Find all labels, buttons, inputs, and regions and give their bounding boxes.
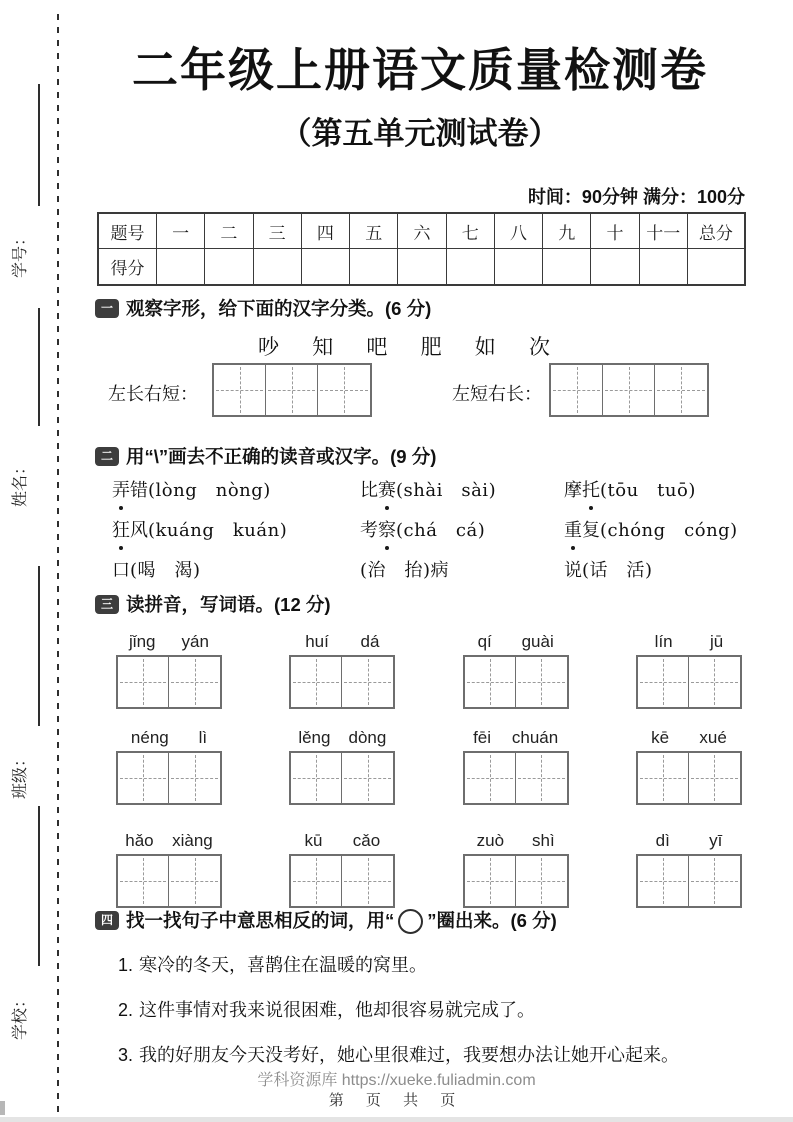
section-three-title: 读拼音，写词语。(12 分): [126, 594, 331, 615]
tianzige-grid: [549, 363, 709, 417]
pinyin-label: [289, 829, 395, 851]
classify-hanzi-char: 吧: [366, 335, 388, 359]
cross-out-item: [564, 477, 762, 504]
score-table-header-cell: 十一: [640, 214, 688, 248]
classify-hanzi-char: 如: [474, 335, 496, 359]
word-write-cell: [465, 753, 516, 803]
pinyin-syllable: yán: [181, 632, 209, 651]
cross-out-item: [112, 557, 360, 584]
pinyin-label: [116, 630, 222, 652]
pinyin-word-group: [463, 829, 569, 908]
section-four-title: [126, 907, 557, 934]
tianzige-grid: [116, 655, 222, 709]
score-table-header-cell: 三: [254, 214, 302, 248]
hanzi-char: 错: [130, 480, 148, 501]
name-blank-line: [38, 308, 40, 426]
pinyin-syllable: jū: [710, 632, 724, 651]
classify-write-cell: [214, 365, 266, 415]
tianzige-grid: [463, 854, 569, 908]
sentence-text: 寒冷的冬天，喜鹊住在温暖的窝里。: [139, 955, 428, 976]
classify-write-cell: [551, 365, 603, 415]
word-write-cell: [169, 856, 220, 906]
score-entry-cell: [640, 249, 688, 284]
word-write-cell: [516, 856, 567, 906]
word-write-cell: [291, 657, 342, 707]
section-three-badge: 三: [95, 595, 119, 614]
classify-answer-grid-left-long: [212, 363, 372, 417]
section-three-header: [95, 591, 331, 617]
classify-answer-grid-left-short: [549, 363, 709, 417]
word-write-cell: [465, 657, 516, 707]
seal-label-student-id: 学号：: [12, 229, 29, 278]
pinyin-word-row: [116, 630, 742, 709]
word-write-cell: [465, 856, 516, 906]
pinyin-syllable: xiàng: [172, 831, 213, 850]
sentence-text: 这件事情对我来说很困难，他却很容易就完成了。: [139, 1000, 536, 1021]
cross-out-item: [112, 477, 360, 504]
hanzi-char: 说: [564, 560, 582, 581]
word-write-cell: [516, 657, 567, 707]
seal-label-school: 学校：: [12, 991, 29, 1040]
score-table-corner-cell: 题号: [99, 214, 157, 248]
page-title: 二年级上册语文质量检测卷: [132, 44, 708, 96]
pinyin-syllable: xué: [699, 728, 727, 747]
word-write-cell: [689, 657, 740, 707]
score-entry-cell: [398, 249, 446, 284]
pinyin-label: [463, 726, 569, 748]
pinyin-label: [116, 829, 222, 851]
cross-out-item: [360, 557, 564, 584]
tianzige-grid: [289, 854, 395, 908]
word-write-cell: [689, 753, 740, 803]
pinyin-syllable: qí: [477, 632, 492, 651]
pinyin-syllable: dòng: [348, 728, 387, 747]
classify-write-cell: [603, 365, 655, 415]
score-table-header-cell: 七: [447, 214, 495, 248]
hanzi-classify-char-row: [258, 331, 550, 361]
pinyin-syllable: lěng: [298, 728, 331, 747]
word-write-cell: [638, 657, 689, 707]
pinyin-label: [636, 726, 742, 748]
class-blank-line: [38, 566, 40, 726]
sentence-item: [118, 996, 758, 1025]
sentence-item: [118, 1041, 758, 1070]
pinyin-word-row: [116, 829, 742, 908]
section-four-badge: 四: [95, 911, 119, 930]
pinyin-syllable: dì: [655, 831, 670, 850]
classify-hanzi-char: 肥: [420, 335, 442, 359]
pinyin-word-group: [116, 630, 222, 709]
school-blank-line: [38, 806, 40, 966]
hanzi-char: 比: [360, 480, 378, 501]
classify-hanzi-char: 知: [312, 335, 334, 359]
section-two-badge: 二: [95, 447, 119, 466]
tianzige-grid: [116, 751, 222, 805]
page-subtitle: （第五单元测试卷）: [280, 116, 560, 151]
emphasized-hanzi: 察: [378, 518, 396, 544]
section-two-header: [95, 443, 436, 469]
classify-write-cell: [266, 365, 318, 415]
section-four-header: [95, 907, 557, 934]
pinyin-word-group: [289, 726, 395, 805]
score-entry-cell: [302, 249, 350, 284]
section-one-header: [95, 295, 431, 321]
section-two-title: 用“\”画去不正确的读音或汉字。(9 分): [126, 446, 437, 467]
section-four-title-post: ”圈出来。(6 分): [427, 910, 557, 931]
pinyin-syllable: jǐng: [129, 632, 156, 651]
word-write-cell: [169, 753, 220, 803]
score-entry-cell: [350, 249, 398, 284]
pinyin-syllable: kū: [304, 831, 323, 850]
pinyin-label: [289, 726, 395, 748]
pinyin-syllable: guài: [521, 632, 554, 651]
option-choices: (lòng nòng): [148, 480, 271, 501]
emphasized-hanzi: 弄: [112, 478, 130, 504]
pinyin-word-group: [289, 630, 395, 709]
tianzige-grid: [636, 751, 742, 805]
pinyin-word-row: [116, 726, 742, 805]
score-table-header-cell: 十: [591, 214, 639, 248]
score-table-header-cell: 二: [205, 214, 253, 248]
score-table-header-cell: 四: [302, 214, 350, 248]
pinyin-syllable: dá: [360, 632, 380, 651]
emphasized-hanzi: 重: [564, 518, 582, 544]
hanzi-char: 考: [360, 520, 378, 541]
score-entry-cell: [688, 249, 744, 284]
word-write-cell: [342, 856, 393, 906]
emphasized-hanzi: 狂: [112, 518, 130, 544]
tianzige-grid: [212, 363, 372, 417]
score-entry-cell: [495, 249, 543, 284]
scan-edge-strip: [0, 1117, 793, 1122]
score-entry-cell: [205, 249, 253, 284]
pinyin-label: [463, 630, 569, 652]
tianzige-grid: [463, 751, 569, 805]
word-write-cell: [689, 856, 740, 906]
option-choices: (tōu tuō): [600, 480, 696, 501]
sentence-text: 我的好朋友今天没考好，她心里很难过，我要想办法让她开心起来。: [139, 1045, 680, 1066]
pinyin-syllable: zuò: [476, 831, 505, 850]
word-write-cell: [638, 753, 689, 803]
tianzige-grid: [289, 751, 395, 805]
tianzige-grid: [289, 655, 395, 709]
tianzige-grid: [463, 655, 569, 709]
word-write-cell: [169, 657, 220, 707]
hanzi-char: 风: [130, 520, 148, 541]
pinyin-syllable: yī: [709, 831, 723, 850]
score-table-header-cell: 六: [398, 214, 446, 248]
pinyin-syllable: lín: [654, 632, 673, 651]
exam-time-score-meta: 时间：90分钟 满分：100分: [527, 187, 745, 207]
hanzi-char: 复: [582, 520, 600, 541]
cross-out-item: [360, 517, 564, 544]
option-choices: (话 活): [582, 560, 653, 581]
word-write-cell: [291, 753, 342, 803]
score-table-score-row: [99, 249, 744, 284]
classify-hanzi-char: 吵: [258, 335, 279, 359]
page-number-line: 第 页 共 页: [328, 1092, 465, 1109]
cross-out-item: [360, 477, 564, 504]
pinyin-syllable: chuán: [511, 728, 559, 747]
pinyin-word-group: [636, 829, 742, 908]
section-one-badge: 一: [95, 299, 119, 318]
antonym-sentence-list: [118, 951, 758, 1086]
option-choices: (chóng cóng): [600, 520, 738, 541]
seal-label-name: 姓名：: [12, 458, 29, 507]
pinyin-syllable: kē: [651, 728, 670, 747]
cross-out-item: [564, 557, 762, 584]
score-table-header-row: [99, 214, 744, 249]
resource-watermark-url: 学科资源库 https://xueke.fuliadmin.com: [257, 1072, 536, 1089]
option-choices: (chá cá): [396, 520, 486, 541]
score-table-header-cell: 九: [543, 214, 591, 248]
option-choices: (治 抬): [360, 560, 431, 581]
word-write-cell: [118, 753, 169, 803]
pinyin-word-group: [636, 630, 742, 709]
pinyin-word-group: [463, 726, 569, 805]
pinyin-word-group: [289, 829, 395, 908]
pinyin-syllable: lì: [198, 728, 208, 747]
cross-out-items-grid: [112, 477, 762, 584]
pinyin-word-group: [116, 726, 222, 805]
option-choices: (喝 渴): [130, 560, 201, 581]
option-choices: (kuáng kuán): [148, 520, 288, 541]
section-one-title: 观察字形，给下面的汉字分类。(6 分): [126, 298, 432, 319]
pinyin-label: [636, 630, 742, 652]
pinyin-syllable: shì: [531, 831, 555, 850]
circle-symbol-icon: [398, 909, 423, 934]
classify-label-left-short: 左短右长：: [452, 384, 542, 405]
word-write-cell: [291, 856, 342, 906]
score-table: [97, 212, 746, 286]
seal-dashed-line: [57, 14, 59, 1112]
word-write-cell: [516, 753, 567, 803]
sentence-number: 3.: [118, 1045, 134, 1065]
hanzi-char: 口: [112, 560, 130, 581]
sentence-number: 1.: [118, 955, 134, 975]
option-choices: (shài sài): [396, 480, 497, 501]
pinyin-syllable: fēi: [473, 728, 492, 747]
tianzige-grid: [116, 854, 222, 908]
pinyin-label: [636, 829, 742, 851]
score-table-header-cell: 八: [495, 214, 543, 248]
classify-write-cell: [318, 365, 370, 415]
seal-label-class: 班级：: [12, 750, 29, 799]
pinyin-syllable: néng: [130, 728, 169, 747]
emphasized-hanzi: 托: [582, 478, 600, 504]
score-table-header-cell: 一: [157, 214, 205, 248]
word-write-cell: [342, 753, 393, 803]
pinyin-syllable: hǎo: [125, 831, 154, 850]
word-write-cell: [638, 856, 689, 906]
pinyin-syllable: cǎo: [352, 831, 381, 850]
word-write-cell: [118, 657, 169, 707]
score-entry-cell: [543, 249, 591, 284]
section-four-title-pre: 找一找句子中意思相反的词，用“: [126, 910, 395, 931]
hanzi-char: 病: [430, 560, 449, 581]
classify-write-cell: [655, 365, 707, 415]
pinyin-label: [116, 726, 222, 748]
emphasized-hanzi: 赛: [378, 478, 396, 504]
pinyin-word-group: [463, 630, 569, 709]
cross-out-item: [564, 517, 762, 544]
tianzige-grid: [636, 854, 742, 908]
pinyin-syllable: huí: [305, 632, 329, 651]
word-write-cell: [342, 657, 393, 707]
pinyin-word-group: [636, 726, 742, 805]
hanzi-char: 摩: [564, 480, 582, 501]
pinyin-label: [289, 630, 395, 652]
pinyin-label: [463, 829, 569, 851]
pinyin-word-group: [116, 829, 222, 908]
classify-label-left-long: 左长右短：: [108, 384, 198, 405]
classify-hanzi-char: 次: [528, 335, 550, 359]
score-entry-cell: [591, 249, 639, 284]
tianzige-grid: [636, 655, 742, 709]
score-entry-cell: [157, 249, 205, 284]
cross-out-item: [112, 517, 360, 544]
score-table-header-cell: 总分: [698, 223, 733, 243]
sentence-item: [118, 951, 758, 980]
student-id-blank-line: [38, 84, 40, 206]
sentence-number: 2.: [118, 1000, 134, 1020]
score-entry-cell: [254, 249, 302, 284]
word-write-cell: [118, 856, 169, 906]
score-row-label-cell: 得分: [99, 249, 157, 284]
score-table-header-cell: 五: [350, 214, 398, 248]
score-entry-cell: [447, 249, 495, 284]
